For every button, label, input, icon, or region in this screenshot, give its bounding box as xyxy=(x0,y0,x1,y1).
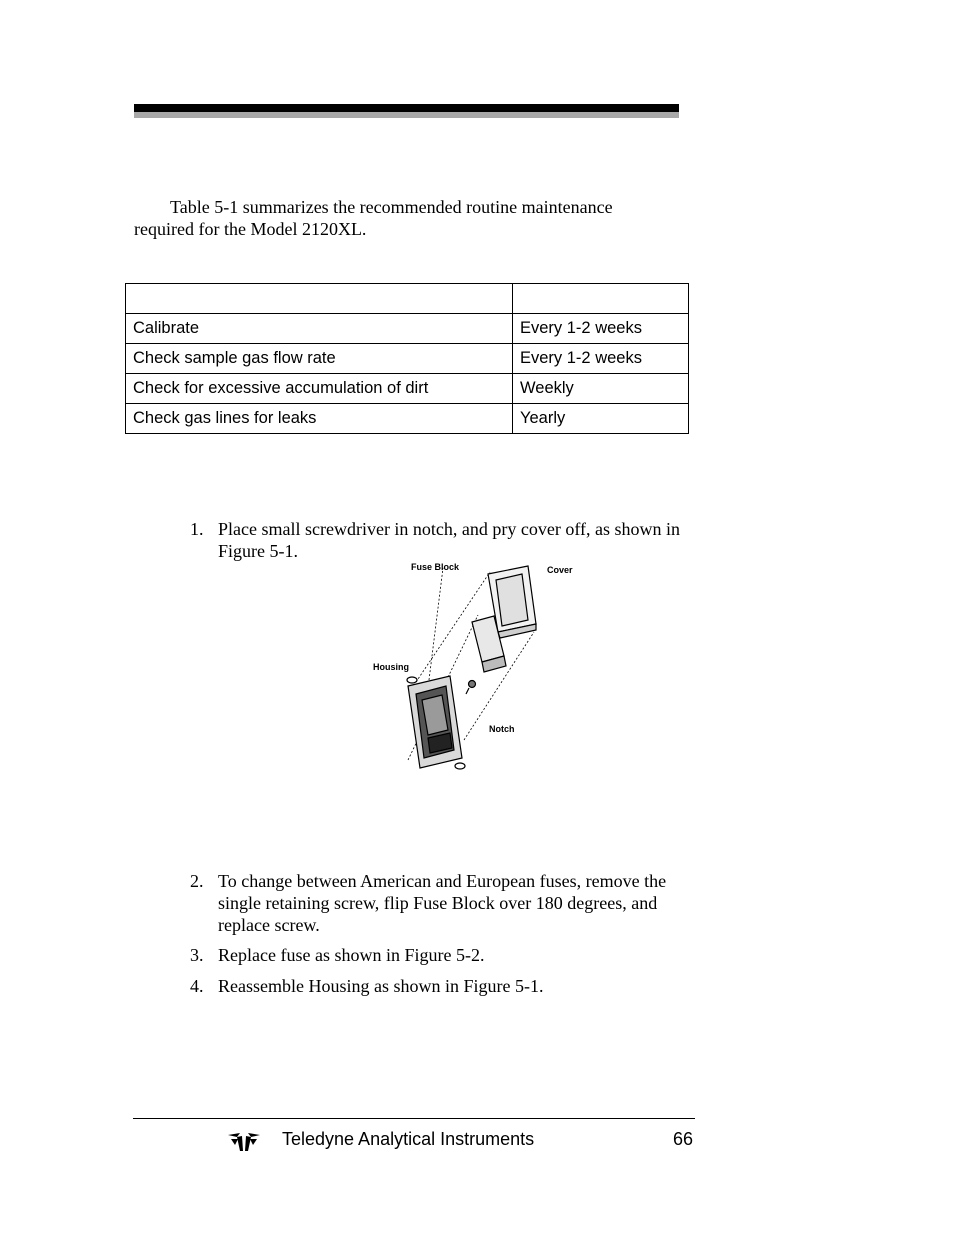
intro-line-1: Table 5-1 summarizes the recommended routine maintenance xyxy=(170,197,613,217)
table-header-cell xyxy=(513,284,689,314)
frequency-cell: Yearly xyxy=(513,404,689,434)
step-3 xyxy=(190,944,690,966)
housing-label: Housing xyxy=(373,662,409,672)
frequency-cell: Every 1-2 weeks xyxy=(513,314,689,344)
table-header-cell xyxy=(126,284,513,314)
task-cell: Check gas lines for leaks xyxy=(126,404,513,434)
frequency-cell: Every 1-2 weeks xyxy=(513,344,689,374)
step-2 xyxy=(190,870,690,936)
step-number: 2. xyxy=(190,871,204,891)
table-row xyxy=(126,344,689,374)
table-header-row xyxy=(126,284,689,314)
step-text: To change between American and European fuses, remove the single retaining screw, flip Fuse Block over 180 degrees, and replace screw. xyxy=(218,871,667,935)
step-number: 1. xyxy=(190,519,204,539)
page-number: 66 xyxy=(673,1129,694,1149)
notch-label: Notch xyxy=(489,724,515,734)
task-cell: Calibrate xyxy=(126,314,513,344)
step-1 xyxy=(190,518,690,562)
cover-label: Cover xyxy=(547,565,573,575)
intro-line-2: required for the Model 2120XL. xyxy=(134,219,367,239)
table-row xyxy=(126,314,689,344)
teledyne-logo-icon xyxy=(226,1131,262,1153)
step-4 xyxy=(190,975,690,997)
table-row xyxy=(126,404,689,434)
fuse-housing-figure xyxy=(368,560,583,775)
maintenance-table xyxy=(125,283,689,434)
step-number: 4. xyxy=(190,976,204,996)
step-text: Replace fuse as shown in Figure 5-2. xyxy=(218,945,485,965)
task-cell: Check sample gas flow rate xyxy=(126,344,513,374)
footer-company: Teledyne Analytical Instruments xyxy=(282,1129,535,1149)
table-row xyxy=(126,374,689,404)
footer-rule xyxy=(133,1118,695,1119)
frequency-cell: Weekly xyxy=(513,374,689,404)
header-rule-black xyxy=(134,104,679,112)
fuse-block-label: Fuse Block xyxy=(411,562,460,572)
header-rule-gray xyxy=(134,112,679,118)
task-cell: Check for excessive accumulation of dirt xyxy=(126,374,513,404)
step-text: Reassemble Housing as shown in Figure 5-1. xyxy=(218,976,544,996)
step-number: 3. xyxy=(190,945,204,965)
step-text: Place small screwdriver in notch, and pry cover off, as shown in Figure 5-1. xyxy=(218,519,681,561)
intro-paragraph xyxy=(134,196,694,240)
